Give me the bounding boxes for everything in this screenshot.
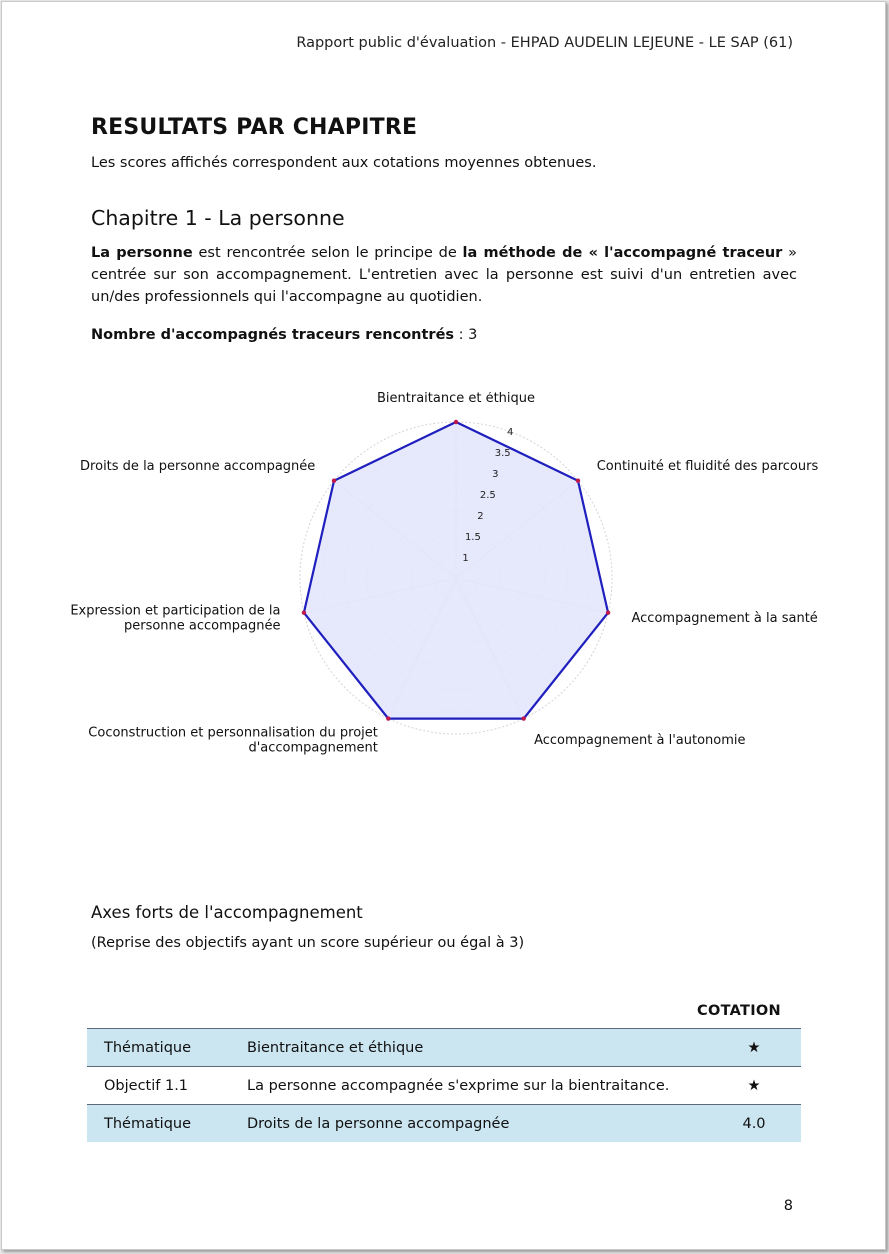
- row-score: ★: [707, 1067, 801, 1105]
- category-label: Coconstruction et personnalisation du projet d'accompagnement: [88, 725, 378, 756]
- radial-tick-label: 4: [507, 427, 514, 438]
- data-point: [576, 479, 580, 483]
- row-score: ★: [707, 1029, 801, 1067]
- category-label: Accompagnement à la santé: [631, 611, 818, 627]
- tracer-count: [91, 327, 477, 343]
- chapter-title: Chapitre 1 - La personne: [91, 206, 345, 230]
- category-label: Continuité et fluidité des parcours: [596, 458, 819, 474]
- radial-tick-label: 2.5: [479, 490, 496, 501]
- intro-text-2: » centrée sur son accompagnement. L'entretien avec la personne est suivi d'un entretien avec un/des professionnels qui l'accompagne au quotidien.: [91, 245, 798, 305]
- category-label: Accompagnement à l'autonomie: [534, 733, 746, 749]
- chapter-intro: [91, 242, 797, 308]
- row-label: La personne accompagnée s'exprime sur la bientraitance.: [247, 1067, 707, 1105]
- data-point: [386, 716, 390, 720]
- data-point: [302, 611, 306, 615]
- cotation-header: COTATION: [697, 1003, 781, 1019]
- radial-tick-label: 1: [462, 553, 469, 564]
- radial-tick-label: 2: [477, 511, 484, 522]
- series-polygon: [304, 422, 608, 719]
- radial-tick-label: 3.5: [494, 448, 511, 459]
- row-type: Thématique: [87, 1105, 247, 1143]
- radial-tick-label: 1.5: [464, 532, 481, 543]
- page-header: Rapport public d'évaluation - EHPAD AUDELIN LEJEUNE - LE SAP (61): [296, 35, 793, 51]
- intro-bold-1: La personne: [91, 245, 193, 261]
- tracer-count-value: 3: [468, 327, 478, 343]
- category-label: Bientraitance et éthique: [376, 392, 536, 406]
- table-row: [87, 1029, 801, 1067]
- data-point: [606, 611, 610, 615]
- row-label: Bientraitance et éthique: [247, 1029, 707, 1067]
- tracer-count-sep: :: [454, 327, 469, 343]
- row-score: 4.0: [707, 1105, 801, 1143]
- radial-tick-label: 3: [492, 469, 499, 480]
- row-label: Droits de la personne accompagnée: [247, 1105, 707, 1143]
- table-row: [87, 1105, 801, 1143]
- radar-chart: [2, 392, 889, 772]
- page-number: 8: [783, 1198, 793, 1214]
- strengths-note: (Reprise des objectifs ayant un score supérieur ou égal à 3): [91, 935, 525, 951]
- category-label: Droits de la personne accompagnée: [80, 458, 316, 474]
- data-point: [521, 716, 525, 720]
- intro-bold-2: la méthode de « l'accompagné traceur: [462, 245, 783, 261]
- tracer-count-label: Nombre d'accompagnés traceurs rencontrés: [91, 327, 455, 343]
- strengths-title: Axes forts de l'accompagnement: [91, 903, 363, 922]
- data-point: [454, 420, 458, 424]
- row-type: Thématique: [87, 1029, 247, 1067]
- section-title: RESULTATS PAR CHAPITRE: [91, 115, 418, 140]
- table-row: [87, 1067, 801, 1105]
- report-page: [1, 1, 886, 1250]
- category-label: Expression et participation de la personne accompagnée: [70, 603, 281, 634]
- section-subtitle: Les scores affichés correspondent aux cotations moyennes obtenues.: [91, 155, 597, 171]
- row-type: Objectif 1.1: [87, 1067, 247, 1105]
- data-point: [332, 479, 336, 483]
- strengths-table: [87, 1028, 801, 1142]
- intro-text-1: est rencontrée selon le principe de: [192, 245, 463, 261]
